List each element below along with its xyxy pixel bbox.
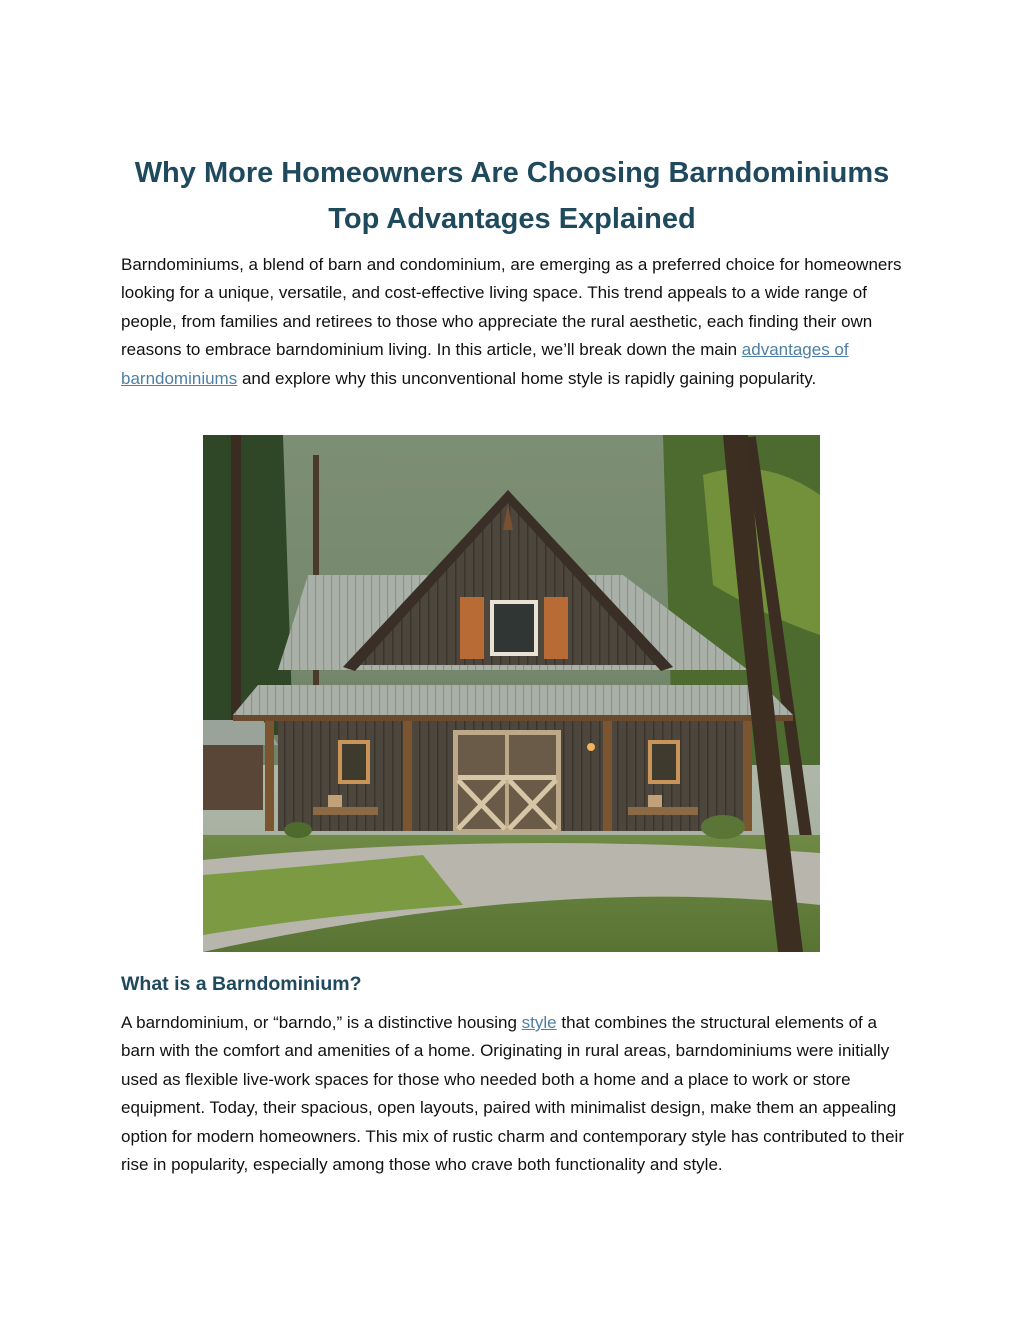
intro-paragraph (121, 251, 911, 393)
article-title (60, 150, 964, 242)
section-heading: What is a Barndominium? (121, 973, 362, 995)
intro-text-end: and explore why this unconventional home style is rapidly gaining popularity. (237, 368, 817, 388)
section-text-end: that combines the structural elements of a barn with the comfort and amenities of a home. Originating in rural areas, barndominiums were initially used as flexible live-work spaces for those who needed both a home and a place to work or store equipment. Today, their spacious, open layouts, paired with minimalist design, make them an appealing option for modern homeowners. This mix of rustic charm and contemporary style has contributed to their rise in popularity, especially among those who crave both functionality and style. (121, 1013, 904, 1175)
title-line-1: Why More Homeowners Are Choosing Barndominiums (134, 157, 890, 189)
section-text-start: A barndominium, or “barndo,” is a distinctive housing (121, 1013, 522, 1032)
barndominium-photo (203, 435, 820, 952)
intro-text-start: Barndominiums, a blend of barn and condominium, are emerging as a preferred choice for homeowners looking for a unique, versatile, and cost-effective living space. This trend appeals to a wide range of people, from families and retirees to those who appreciate the rural aesthetic, each finding their own reasons to embrace barndominium living. In this article, we’ll break down the main (121, 255, 902, 360)
advantages-link[interactable]: advantages of barndominiums (121, 340, 849, 388)
section-paragraph (121, 1009, 911, 1179)
title-line-2: Top Advantages Explained (328, 203, 696, 235)
style-link[interactable]: style (521, 1013, 557, 1032)
